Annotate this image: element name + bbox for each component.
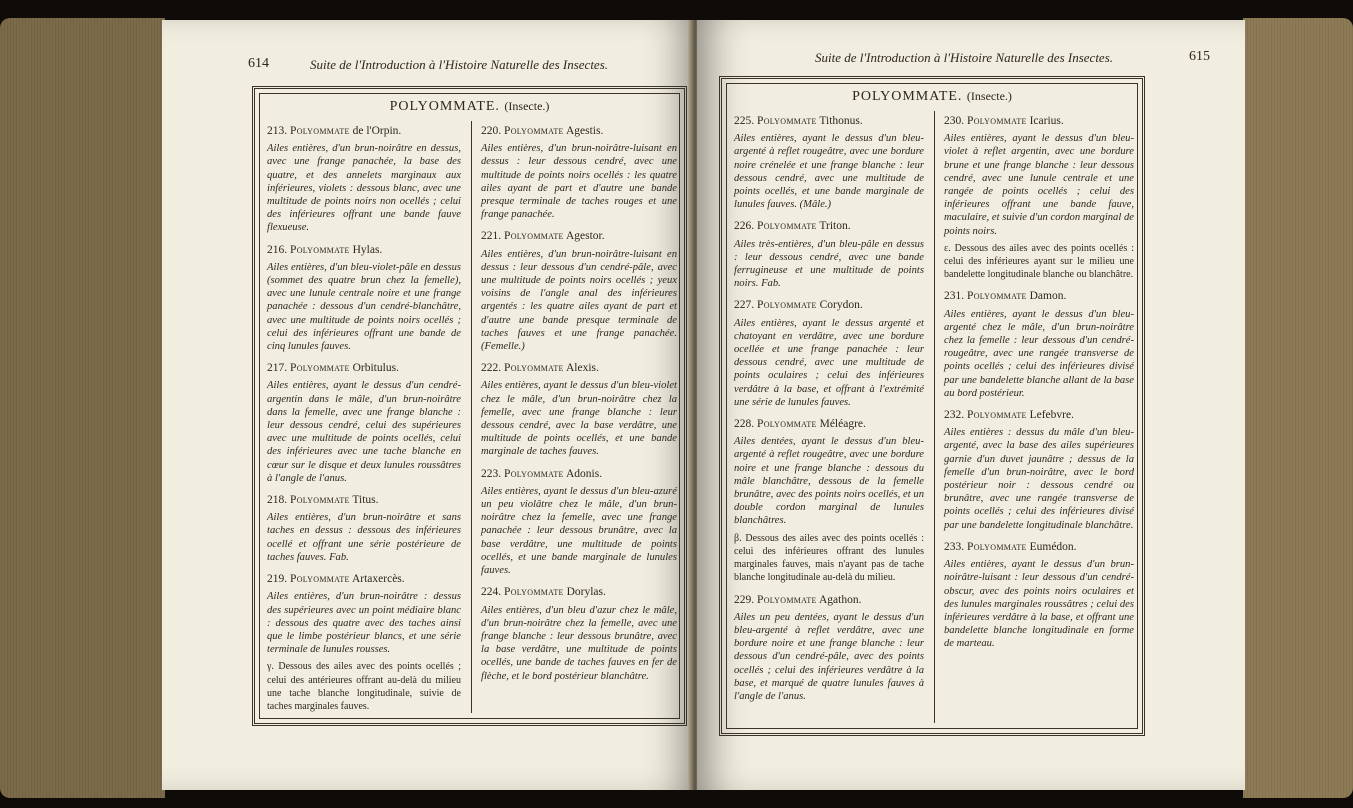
column-right bbox=[481, 125, 677, 692]
page-title: POLYOMMATE. (Insecte.) bbox=[852, 89, 1012, 104]
column-left bbox=[734, 115, 924, 712]
entry: 220. Polyommate Agestis. Ailes entières, d'un brun-noirâtre-luisant en dessus : leur dessous cendré, avec une multitude de points noirs ocellés : les quatre ailes ayant de part et d'autre une bande presque terminale de taches rouges et une frange panachée. bbox=[481, 125, 677, 221]
page-number: 614 bbox=[248, 56, 269, 71]
entry: 224. Polyommate Dorylas. Ailes entières, d'un bleu d'azur chez le mâle, d'un brun-noirâtre chez la femelle, avec une frange blanche : leur dessous brunâtre, avec la base verdâtre, une multitude de points ocellés, une bande de taches fauves en fer de flèche, et le bord postérieur blanchâtre. bbox=[481, 586, 677, 682]
entry: 230. Polyommate Icarius. Ailes entières, ayant le dessus d'un bleu-violet à reflet argentin, avec une bordure brune et une frange blanche : leur dessous cendré, avec une lunule centrale et une rangée de points ocellés ; celui des inférieures offrant une bande fauve, maculaire, et suivie d'un cordon marginal de points noirs. ε. Dessous des ailes avec des points ocellés : celui des inférieures ayant sur le milieu une bandelette longitudinale blanche ou blanchâtre. bbox=[944, 115, 1134, 281]
page-title: POLYOMMATE. (Insecte.) bbox=[389, 99, 550, 114]
right-page bbox=[697, 20, 1245, 790]
left-page bbox=[162, 20, 695, 790]
column-rule bbox=[934, 111, 935, 723]
book-fore-edge-left bbox=[0, 18, 165, 798]
entry: 232. Polyommate Lefebvre. Ailes entières : dessus du mâle d'un bleu-argenté, avec la base des ailes supérieures garnie d'un duvet jaunâtre ; dessus de la femelle d'un brun-noirâtre, avec le bord postérieur noir : dessous cendré ou brunâtre, avec une rangée transverse de points ocellés ; celui des inférieures divisé par une bandelette longitudinale blanchâtre. bbox=[944, 409, 1134, 531]
entry: 233. Polyommate Eumédon. Ailes entières, ayant le dessus d'un brun-noirâtre-luisant : leur dessous d'un cendré-obscur, avec des points noirs oculaires et des lunules marginales roussâtres ; celui des inférieures verdâtre à la base, et offrant une bandelette blanche longitudinale en forme de marteau. bbox=[944, 540, 1134, 650]
entry: 222. Polyommate Alexis. Ailes entières, ayant le dessus d'un bleu-violet chez le mâle, d'un brun-noirâtre chez la femelle, avec une frange blanche : leur dessous cendré, avec la base verdâtre, une multitude de points ocellés, et une bande marginale de taches fauves. bbox=[481, 362, 677, 458]
running-head: Suite de l'Introduction à l'Histoire Naturelle des Insectes. bbox=[310, 57, 609, 72]
entry: 231. Polyommate Damon. Ailes entières, ayant le dessus d'un bleu-argenté chez le mâle, d'un brun-noirâtre chez la femelle : leur dessous d'un cendré-rougeâtre, avec une rangée transverse de points ocellés ; celui des inférieures divisé par une bandelette blanche allant de la base au bord postérieur. bbox=[944, 290, 1134, 399]
entry: 216. Polyommate Hylas. Ailes entières, d'un bleu-violet-pâle en dessus (sommet des quatre brun chez la femelle), avec une lunule centrale noire et une frange panachée : dessous d'un cendré-blanchâtre, avec une multitude de points noirs ocellés ; celui des inférieures offrant une bande de cinq lunules fauves. bbox=[267, 243, 461, 353]
text-frame bbox=[719, 76, 1145, 736]
entry: 225. Polyommate Tithonus. Ailes entières, ayant le dessus d'un bleu-argenté à reflet rougeâtre, avec une bordure noire crénelée et une frange blanche : leur dessous cendré, avec une multitude de points ocellés, et une bande marginale de lunules fauves. (Mâle.) bbox=[734, 115, 924, 211]
page-number: 615 bbox=[1189, 49, 1210, 64]
column-left bbox=[267, 125, 461, 722]
text-frame bbox=[252, 86, 687, 726]
column-rule bbox=[471, 121, 472, 713]
entry: 228. Polyommate Méléagre. Ailes dentées, ayant le dessus d'un bleu-argenté à reflet rougeâtre, avec une bordure noire et une frange blanche : dessous du mâle blanchâtre, dessous de la femelle brunâtre, avec des points noirs ocellés, et un double cordon marginal de lunules blanchâtres. β. Dessous des ailes avec des points ocellés : celui des inférieures offrant des lunules marginales fauves, mais n'ayant pas de tache blanche longitudinale au-delà du milieu. bbox=[734, 418, 924, 584]
running-head: Suite de l'Introduction à l'Histoire Naturelle des Insectes. bbox=[815, 50, 1114, 65]
entry: 218. Polyommate Titus. Ailes entières, d'un brun-noirâtre et sans taches en dessus : dessous des inférieures ocellé et offrant une série postérieure de taches fauves. Fab. bbox=[267, 494, 461, 563]
entry: 219. Polyommate Artaxercès. Ailes entières, d'un brun-noirâtre : dessus des supérieures avec un point médiaire blanc : dessous des quatre avec des taches ainsi que le limbe postérieur blancs, et une série terminale de lunules rousses. γ. Dessous des ailes avec des points ocellés ; celui des antérieures offrant au-delà du milieu une tache blanche longitudinale, suivie de taches marginales fauves. bbox=[267, 573, 461, 712]
entry: 213. Polyommate de l'Orpin. Ailes entières, d'un brun-noirâtre en dessus, avec une frange panachée, la base des quatre, et des annelets marginaux aux inférieures, violets : dessous blanc, avec une multitude de points noirs non ocellés ; celui des inférieures offrant une bande fauve flexueuse. bbox=[267, 125, 461, 234]
entry: 223. Polyommate Adonis. Ailes entières, ayant le dessus d'un bleu-azuré un peu violâtre chez le mâle, d'un brun-noirâtre chez la femelle, avec une frange panachée : leur dessous brunâtre, avec la base verdâtre, une multitude de points ocellés, et une bande marginale de lunules fauves. bbox=[481, 467, 677, 577]
entry: 217. Polyommate Orbitulus. Ailes entières, ayant le dessus d'un cendré-argentin dans le mâle, d'un brun-noirâtre dans la femelle, avec une frange blanche : leur dessous cendré, celui des supérieures avec une multitude de points ocellés, celui des inférieures avec une tache blanche en cœur sur le disque et deux lunules roussâtres à l'angle de l'anus. bbox=[267, 362, 461, 484]
entry: 221. Polyommate Agestor. Ailes entières, d'un brun-noirâtre-luisant en dessus : leur dessous d'un cendré-pâle, avec une multitude de points noirs ocellés ; yeux voisins de l'angle anal des inférieures argentés : les quatre ailes ayant de part et d'autre une bande presque terminale de taches fauves et une frange panachée. (Femelle.) bbox=[481, 230, 677, 353]
entry: 227. Polyommate Corydon. Ailes entières, ayant le dessus argenté et chatoyant en verdâtre, avec une bordure ocellée et une frange panachée : leur dessous cendré, avec une multitude de points oculaires ; celui des inférieures verdâtre à la base, et offrant à l'extrémité une série de lunules fauves. bbox=[734, 299, 924, 408]
entry: 226. Polyommate Triton. Ailes très-entières, d'un bleu-pâle en dessus : leur dessous cendré, avec une bande ferrugineuse et une multitude de points noirs. Fab. bbox=[734, 220, 924, 290]
entry: 229. Polyommate Agathon. Ailes un peu dentées, ayant le dessus d'un bleu-argenté à reflet verdâtre, avec une bordure noire et une frange blanche : leur dessous d'un cendré-pâle, avec des points ocellés ; celui des inférieures verdâtre à la base, et marqué de quatre lunules fauves à l'angle de l'anus. bbox=[734, 593, 924, 702]
book-fore-edge-right bbox=[1243, 18, 1353, 798]
column-right bbox=[944, 115, 1134, 660]
